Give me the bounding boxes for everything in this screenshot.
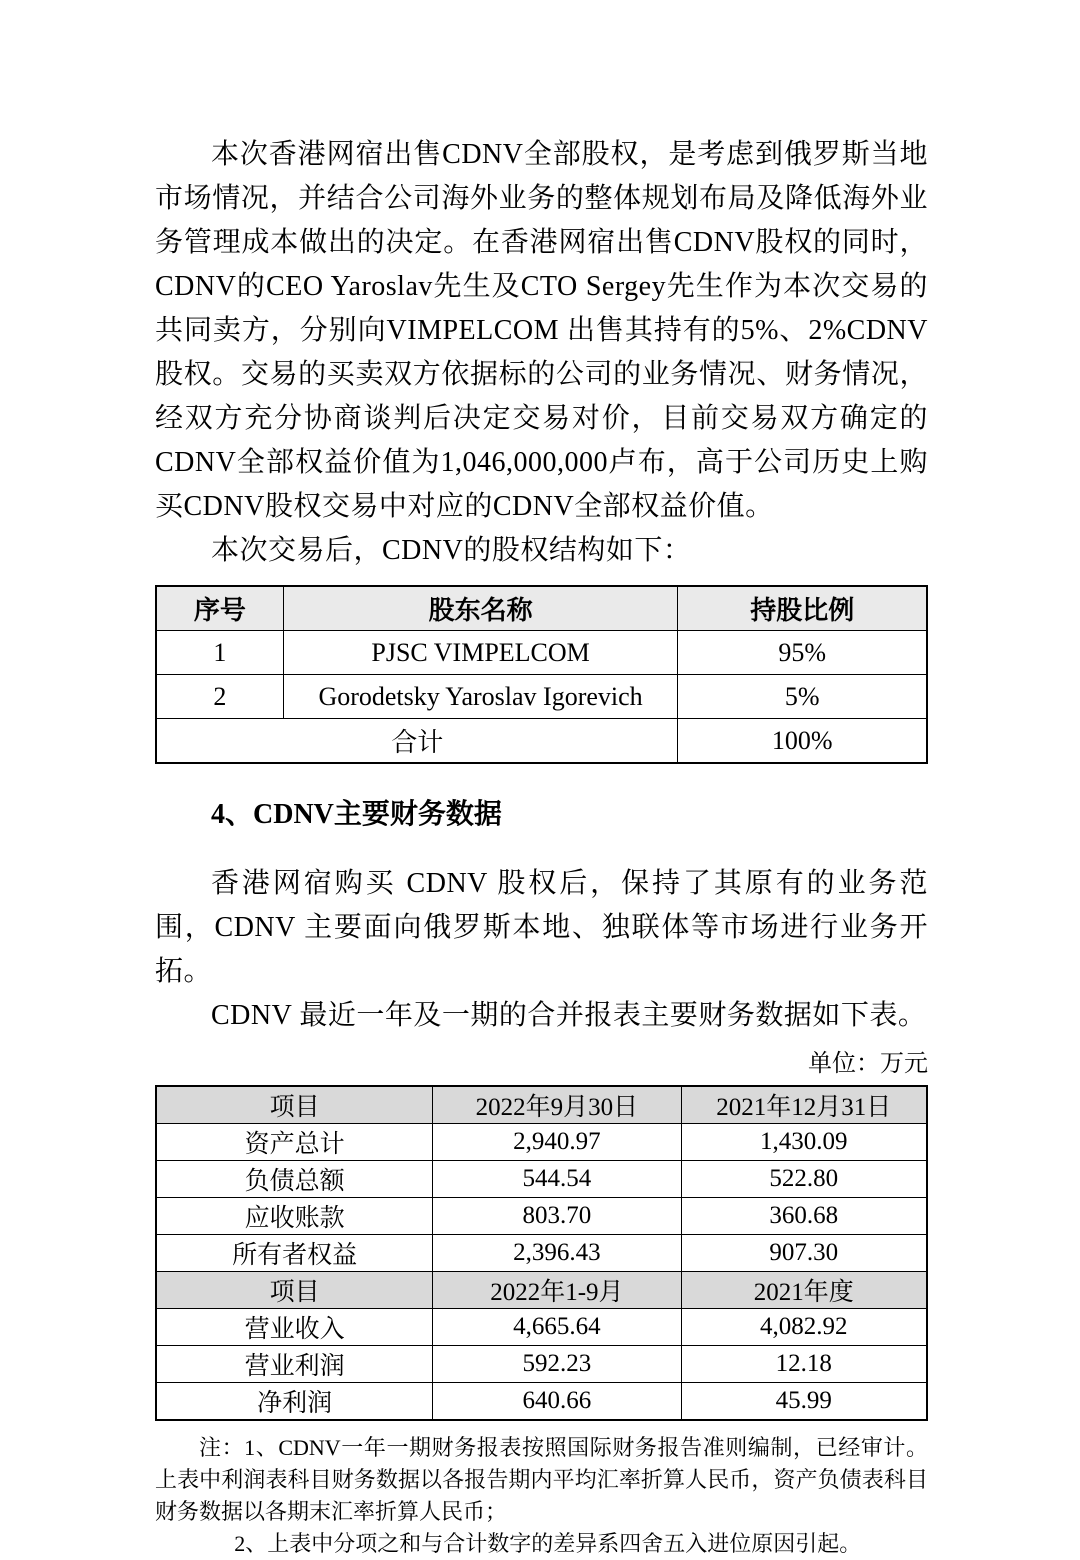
- fin-cell-label: 应收账款: [156, 1198, 433, 1235]
- table-row: [156, 675, 927, 719]
- table-row: [156, 631, 927, 675]
- fin-cell-value: 1,430.09: [681, 1124, 927, 1161]
- fin-header-item: 项目: [156, 1086, 433, 1124]
- fin-cell-value: 640.66: [433, 1383, 681, 1421]
- paragraph-transaction-background: 本次香港网宿出售CDNV全部股权，是考虑到俄罗斯当地市场情况，并结合公司海外业务的整体规划布局及降低海外业务管理成本做出的决定。在香港网宿出售CDNV股权的同时，CDNV的CEO Yaroslav先生及CTO Sergey先生作为本次交易的共同卖方，分别向VIMPELCOM 出售其持有的5%、2%CDNV股权。交易的买卖双方依据标的公司的业务情况、财务情况，经双方充分协商谈判后决定交易对价，目前交易双方确定的CDNV全部权益价值为1,046,000,000卢布，高于公司历史上购买CDNV股权交易中对应的CDNV全部权益价值。: [155, 139, 928, 522]
- fin-cell-label: 营业利润: [156, 1346, 433, 1383]
- equity-header-seq: 序号: [156, 586, 283, 631]
- fin-header-item-2: 项目: [156, 1272, 433, 1309]
- fin-cell-value: 522.80: [681, 1161, 927, 1198]
- fin-cell-value: 4,082.92: [681, 1309, 927, 1346]
- fin-cell-value: 592.23: [433, 1346, 681, 1383]
- fin-cell-value: 803.70: [433, 1198, 681, 1235]
- equity-table-header-row: [156, 586, 927, 631]
- fin-cell-label: 营业收入: [156, 1309, 433, 1346]
- fin-cell-value: 360.68: [681, 1198, 927, 1235]
- fin-cell-label: 所有者权益: [156, 1235, 433, 1272]
- paragraph-equity-structure-intro: 本次交易后，CDNV的股权结构如下：: [211, 535, 692, 566]
- fin-cell-value: 12.18: [681, 1346, 927, 1383]
- fin-cell-label: 资产总计: [156, 1124, 433, 1161]
- fin-cell-value: 907.30: [681, 1235, 927, 1272]
- fin-cell-value: 544.54: [433, 1161, 681, 1198]
- equity-cell-ratio-2: 5%: [678, 675, 927, 719]
- table-row: [156, 1383, 927, 1421]
- table-row: [156, 1346, 927, 1383]
- equity-cell-shareholder-1: PJSC VIMPELCOM: [283, 631, 678, 675]
- fin-cell-value: 45.99: [681, 1383, 927, 1421]
- equity-cell-ratio-1: 95%: [678, 631, 927, 675]
- fin-cell-label: 净利润: [156, 1383, 433, 1421]
- equity-total-value: 100%: [678, 719, 927, 764]
- table-row: [156, 1235, 927, 1272]
- fin-cell-value: 2,940.97: [433, 1124, 681, 1161]
- table-row: [156, 1124, 927, 1161]
- balance-sheet-header-row: [156, 1086, 927, 1124]
- fin-header-date-2022: 2022年9月30日: [433, 1086, 681, 1124]
- equity-cell-seq-1: 1: [156, 631, 283, 675]
- financial-data-table: [155, 1085, 928, 1421]
- fin-cell-label: 负债总额: [156, 1161, 433, 1198]
- fin-cell-value: 2,396.43: [433, 1235, 681, 1272]
- footnotes: [155, 1432, 928, 1560]
- fin-header-date-2021: 2021年12月31日: [681, 1086, 927, 1124]
- section-heading-cdnv-financial-data: 4、CDNV主要财务数据: [211, 799, 502, 830]
- equity-cell-seq-2: 2: [156, 675, 283, 719]
- fin-header-period-2022: 2022年1-9月: [433, 1272, 681, 1309]
- equity-total-row: [156, 719, 927, 764]
- paragraph-financial-table-intro: CDNV 最近一年及一期的合并报表主要财务数据如下表。: [211, 1000, 927, 1031]
- equity-structure-table: [155, 585, 928, 764]
- footnote-2: 2、上表中分项之和与合计数字的差异系四舍五入进位原因引起。: [234, 1531, 862, 1556]
- fin-header-period-2021: 2021年度: [681, 1272, 927, 1309]
- unit-label: 单位：万元: [808, 1051, 928, 1077]
- fin-cell-value: 4,665.64: [433, 1309, 681, 1346]
- equity-header-ratio: 持股比例: [678, 586, 927, 631]
- equity-header-shareholder: 股东名称: [283, 586, 678, 631]
- footnote-1: 注：1、CDNV一年一期财务报表按照国际财务报告准则编制，已经审计。上表中利润表科目财务数据以各报告期内平均汇率折算人民币，资产负债表科目财务数据以各期末汇率折算人民币；: [155, 1435, 928, 1524]
- paragraph-business-scope: 香港网宿购买 CDNV 股权后，保持了其原有的业务范围，CDNV 主要面向俄罗斯本地、独联体等市场进行业务开拓。: [155, 868, 928, 987]
- table-row: [156, 1198, 927, 1235]
- table-row: [156, 1161, 927, 1198]
- income-statement-header-row: [156, 1272, 927, 1309]
- table-row: [156, 1309, 927, 1346]
- equity-cell-shareholder-2: Gorodetsky Yaroslav Igorevich: [283, 675, 678, 719]
- equity-total-label: 合计: [156, 719, 678, 764]
